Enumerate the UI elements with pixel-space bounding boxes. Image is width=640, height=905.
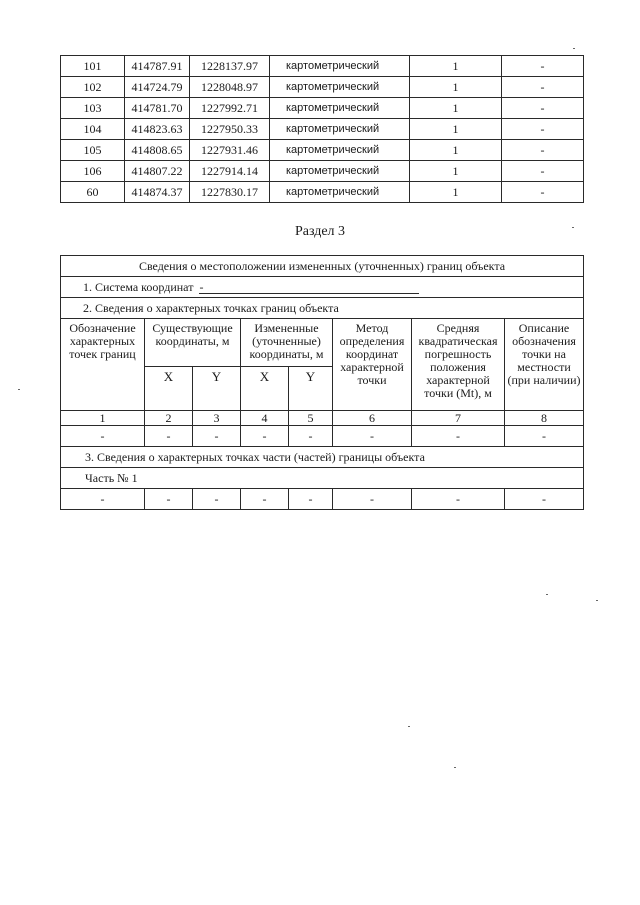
table-row (61, 77, 584, 98)
section-title: Раздел 3 (294, 224, 346, 239)
empty-cell: - (333, 426, 412, 447)
header-method: Метод определения координат характерной точки (333, 319, 412, 411)
scan-speck (596, 600, 598, 601)
cell-point: 106 (61, 161, 125, 182)
scan-speck (546, 594, 548, 595)
coord-system-value: - (199, 281, 419, 294)
cell-error: 1 (410, 140, 502, 161)
cell-error: 1 (410, 56, 502, 77)
cell-method: картометрический (270, 56, 410, 77)
cell-error: 1 (410, 77, 502, 98)
column-number: 4 (241, 411, 289, 426)
cell-method: картометрический (270, 182, 410, 203)
column-number: 6 (333, 411, 412, 426)
header-description: Описание обозначения точки на местности (при наличии) (505, 319, 584, 411)
column-number: 3 (193, 411, 241, 426)
cell-error: 1 (410, 119, 502, 140)
empty-cell: - (241, 426, 289, 447)
part-points-row (61, 489, 584, 510)
cell-y: 1227830.17 (190, 182, 270, 203)
char-points-label: 2. Сведения о характерных точках границ объекта (61, 298, 584, 319)
table-row (61, 182, 584, 203)
column-number: 2 (145, 411, 193, 426)
part-cell: - (333, 489, 412, 510)
cell-error: 1 (410, 161, 502, 182)
table-row (61, 98, 584, 119)
header-existing-y: Y (193, 367, 241, 411)
part-cell: - (241, 489, 289, 510)
cell-desc: - (502, 77, 584, 98)
cell-x: 414781.70 (125, 98, 190, 119)
cell-desc: - (502, 119, 584, 140)
cell-method: картометрический (270, 161, 410, 182)
cell-x: 414787.91 (125, 56, 190, 77)
empty-cell: - (145, 426, 193, 447)
part-cell: - (412, 489, 505, 510)
part-points-label: 3. Сведения о характерных точках части (частей) границы объекта (61, 447, 584, 468)
part-cell: - (289, 489, 333, 510)
cell-y: 1228137.97 (190, 56, 270, 77)
cell-method: картометрический (270, 77, 410, 98)
cell-x: 414807.22 (125, 161, 190, 182)
table-row (61, 119, 584, 140)
cell-point: 101 (61, 56, 125, 77)
coord-system-row (61, 277, 584, 298)
section3-table (60, 255, 584, 510)
cell-point: 105 (61, 140, 125, 161)
cell-method: картометрический (270, 119, 410, 140)
table-row (61, 161, 584, 182)
empty-points-row (61, 426, 584, 447)
section3-table-title: Сведения о местоположении измененных (уточненных) границ объекта (61, 256, 584, 277)
scan-speck (454, 767, 456, 768)
cell-y: 1227931.46 (190, 140, 270, 161)
scan-speck (572, 227, 574, 228)
cell-desc: - (502, 182, 584, 203)
cell-desc: - (502, 161, 584, 182)
column-numbers-row (61, 411, 584, 426)
cell-y: 1227950.33 (190, 119, 270, 140)
cell-point: 102 (61, 77, 125, 98)
empty-cell: - (193, 426, 241, 447)
empty-cell: - (505, 426, 584, 447)
empty-cell: - (289, 426, 333, 447)
table-row (61, 140, 584, 161)
coordinates-table-body (61, 56, 584, 203)
cell-desc: - (502, 98, 584, 119)
table-row (61, 56, 584, 77)
part-cell: - (61, 489, 145, 510)
cell-method: картометрический (270, 98, 410, 119)
coordinates-table (60, 55, 584, 203)
cell-error: 1 (410, 98, 502, 119)
column-number: 7 (412, 411, 505, 426)
empty-cell: - (61, 426, 145, 447)
cell-y: 1228048.97 (190, 77, 270, 98)
cell-x: 414808.65 (125, 140, 190, 161)
cell-y: 1227914.14 (190, 161, 270, 182)
cell-desc: - (502, 140, 584, 161)
cell-x: 414724.79 (125, 77, 190, 98)
header-changed-x: X (241, 367, 289, 411)
header-existing-x: X (145, 367, 193, 411)
header-designation: Обозначение характерных точек границ (61, 319, 145, 411)
scan-speck (573, 48, 575, 49)
coord-system-label: 1. Система координат (83, 279, 194, 294)
part-cell: - (505, 489, 584, 510)
cell-desc: - (502, 56, 584, 77)
cell-point: 103 (61, 98, 125, 119)
empty-cell: - (412, 426, 505, 447)
cell-error: 1 (410, 182, 502, 203)
part-label: Часть № 1 (61, 468, 584, 489)
scan-speck (408, 726, 410, 727)
header-error: Средняя квадратическая погрешность положения характерной точки (Mt), м (412, 319, 505, 411)
column-number: 8 (505, 411, 584, 426)
cell-point: 60 (61, 182, 125, 203)
cell-x: 414823.63 (125, 119, 190, 140)
header-changed-y: Y (289, 367, 333, 411)
cell-method: картометрический (270, 140, 410, 161)
part-cell: - (193, 489, 241, 510)
cell-point: 104 (61, 119, 125, 140)
header-changed-coords: Измененные (уточненные) координаты, м (241, 319, 333, 367)
scan-speck (18, 389, 20, 390)
column-number: 1 (61, 411, 145, 426)
part-cell: - (145, 489, 193, 510)
cell-x: 414874.37 (125, 182, 190, 203)
column-number: 5 (289, 411, 333, 426)
cell-y: 1227992.71 (190, 98, 270, 119)
header-existing-coords: Существующие координаты, м (145, 319, 241, 367)
